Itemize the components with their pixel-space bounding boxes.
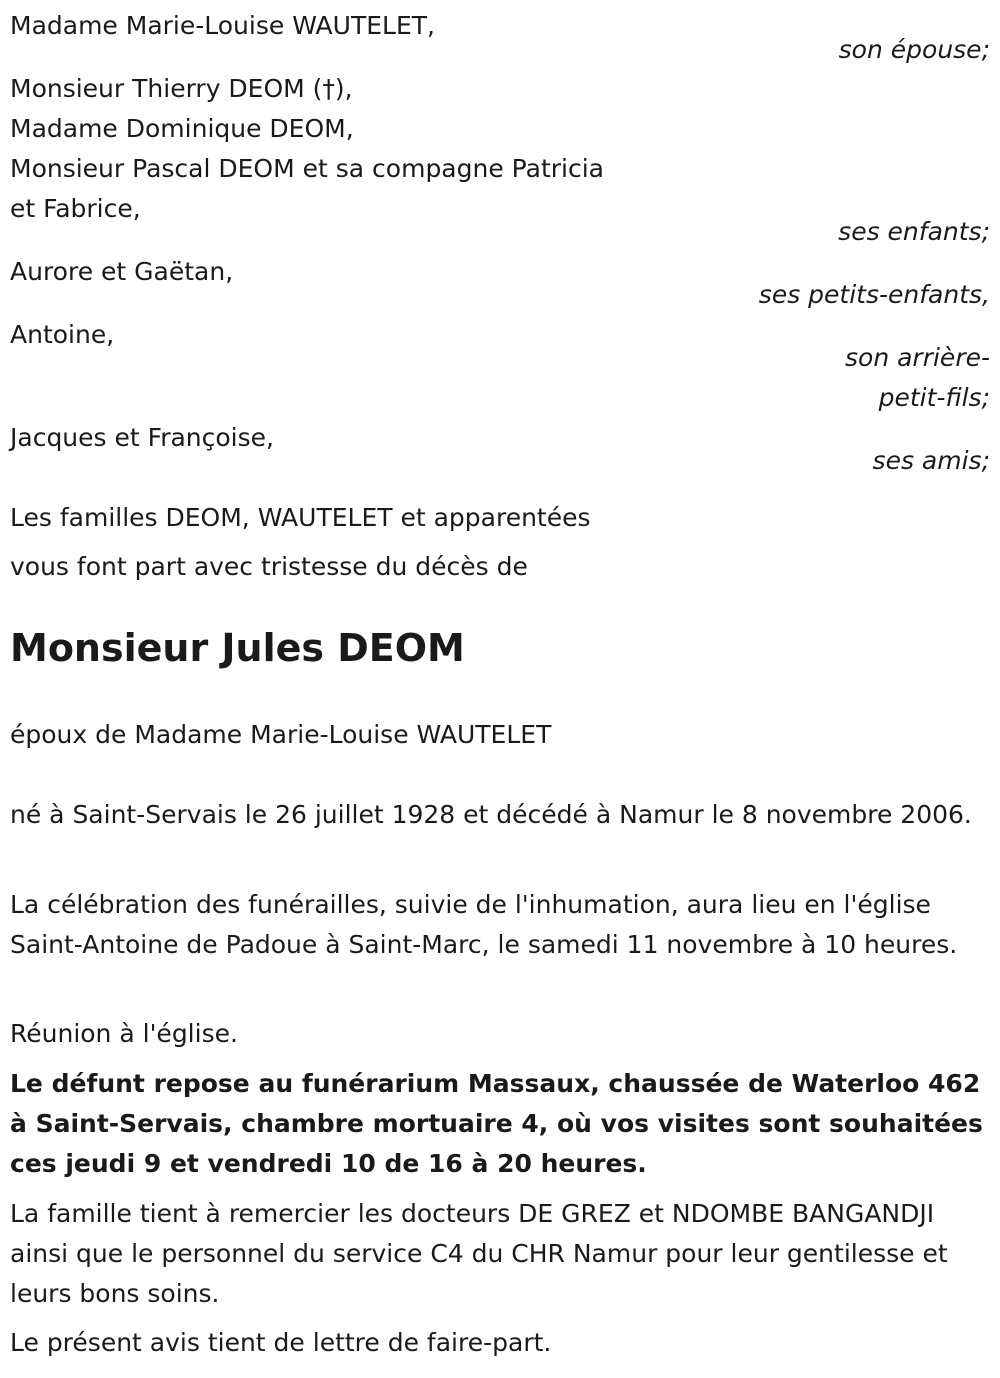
children-relation: ses enfants; <box>838 217 990 246</box>
great-grandchild-relation: petit-fils; <box>878 383 990 412</box>
birth-death-paragraph: né à Saint-Servais le 26 juillet 1928 et décédé à Namur le 8 novembre 2006. <box>10 800 972 829</box>
announcement-intro-block <box>10 547 990 587</box>
child-name: et Fabrice, <box>10 194 141 223</box>
deceased-name: Monsieur Jules DEOM <box>10 626 465 670</box>
meeting-paragraph: Réunion à l'église. <box>10 1019 238 1048</box>
details-section <box>10 795 990 835</box>
children-relation-block <box>10 212 990 252</box>
grandchildren-relation-block <box>10 275 990 315</box>
thanks-paragraph: La famille tient à remercier les docteurs DE GREZ et NDOMBE BANGANDJI ainsi que le personnel du service C4 du CHR Namur pour leur gentilesse et leurs bons soins. <box>10 1199 948 1308</box>
friends-relation-block <box>10 441 990 481</box>
grandchildren-relation: ses petits-enfants, <box>758 280 990 309</box>
spouse-relation: son épouse; <box>838 35 990 64</box>
child-name: Madame Dominique DEOM, <box>10 114 354 143</box>
spouse-of-line: époux de Madame Marie-Louise WAUTELET <box>10 720 552 749</box>
friends-names: Jacques et Françoise, <box>10 423 274 452</box>
grandchildren-names: Aurore et Gaëtan, <box>10 257 234 286</box>
visitation-block <box>10 1064 990 1184</box>
families-line: Les familles DEOM, WAUTELET et apparentées <box>10 503 591 532</box>
thanks-block <box>10 1194 990 1314</box>
great-grandchild-relation-block <box>10 338 990 418</box>
visitation-paragraph: Le défunt repose au funérarium Massaux, chaussée de Waterloo 462 à Saint-Servais, chambre mortuaire 4, où vos visites sont souhaitées ces jeudi 9 et vendredi 10 de 16 à 20 heures. <box>10 1069 983 1178</box>
spouse-relation-block <box>10 30 990 70</box>
meeting-block <box>10 1014 990 1054</box>
spouse-name: Madame Marie-Louise WAUTELET, <box>10 11 435 40</box>
notice-paragraph: Le présent avis tient de lettre de faire-part. <box>10 1328 552 1357</box>
announcement-section <box>10 498 990 538</box>
deceased-section <box>10 623 990 673</box>
spouse-of-block <box>10 715 990 755</box>
funeral-paragraph: La célébration des funérailles, suivie de l'inhumation, aura lieu en l'église Saint-Antoine de Padoue à Saint-Marc, le samedi 11 novembre à 10 heures. <box>10 890 958 959</box>
friends-relation: ses amis; <box>872 446 990 475</box>
great-grandchild-relation: son arrière- <box>845 343 990 372</box>
announcement-intro: vous font part avec tristesse du décès de <box>10 552 528 581</box>
children-section <box>10 69 990 229</box>
funeral-block <box>10 885 990 965</box>
child-name: Monsieur Pascal DEOM et sa compagne Patricia <box>10 154 604 183</box>
notice-block <box>10 1323 990 1363</box>
child-name: Monsieur Thierry DEOM (†), <box>10 74 353 103</box>
great-grandchild-name: Antoine, <box>10 320 115 349</box>
